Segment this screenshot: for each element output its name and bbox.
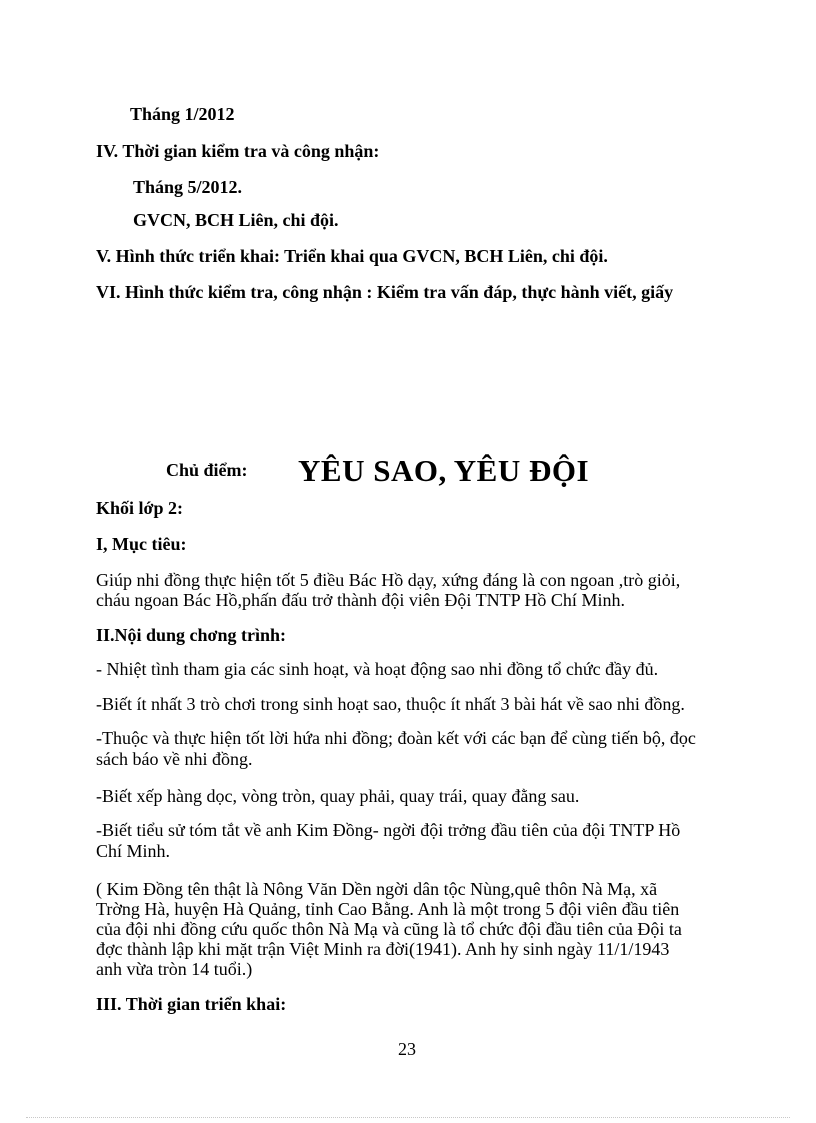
section-v: V. Hình thức triển khai: Triển khai qua GVCN, BCH Liên, chi đội. [96,246,608,266]
objectives-title: I, Mục tiêu: [96,534,187,554]
theme-label: Chủ điểm: [166,460,248,480]
note-line: Trờng Hà, huyện Hà Quảng, tỉnh Cao Bằng. Anh là một trong 5 đội viên đầu tiên [96,899,680,919]
month-start: Tháng 1/2012 [130,104,235,124]
theme-slogan: YÊU SAO, YÊU ĐỘI [298,453,590,488]
section-iv-title: IV. Thời gian kiểm tra và công nhận: [96,141,380,161]
program-item: -Biết tiểu sử tóm tắt về anh Kim Đồng- ngời đội trởng đầu tiên của đội TNTP Hồ [96,820,681,840]
section-vi: VI. Hình thức kiểm tra, công nhận : Kiểm tra vấn đáp, thực hành viết, giấy [96,282,674,302]
note-line: anh vừa tròn 14 tuổi.) [96,959,253,979]
program-item: -Biết ít nhất 3 trò chơi trong sinh hoạt sao, thuộc ít nhất 3 bài hát về sao nhi đồng. [96,694,685,714]
note-line: của đội nhi đồng cứu quốc thôn Nà Mạ và cũng là tổ chức đội đầu tiên của Đội ta [96,919,682,939]
program-item: -Thuộc và thực hiện tốt lời hứa nhi đồng; đoàn kết với các bạn để cùng tiến bộ, đọc [96,728,696,748]
month-check: Tháng 5/2012. [133,177,243,197]
grade-heading: Khối lớp 2: [96,498,183,518]
page-number: 23 [398,1039,416,1059]
section-iii-title: III. Thời gian triển khai: [96,994,287,1014]
objectives-line: Giúp nhi đồng thực hiện tốt 5 điều Bác Hồ dạy, xứng đáng là con ngoan ,trò giỏi, [96,570,681,590]
program-title: II.Nội dung chơng trình: [96,625,287,645]
note-line: đợc thành lập khi mặt trận Việt Minh ra đời(1941). Anh hy sinh ngày 11/1/1943 [96,939,670,959]
page-bottom-rule [26,1117,790,1118]
responsible-groups: GVCN, BCH Liên, chi đội. [133,210,339,230]
note-line: ( Kim Đồng tên thật là Nông Văn Dền ngời dân tộc Nùng,quê thôn Nà Mạ, xã [96,879,658,899]
program-item: -Biết xếp hàng dọc, vòng tròn, quay phải, quay trái, quay đằng sau. [96,786,580,806]
program-item: sách báo về nhi đồng. [96,749,253,769]
program-item: Chí Minh. [96,841,171,861]
program-item: - Nhiệt tình tham gia các sinh hoạt, và hoạt động sao nhi đồng tổ chức đầy đủ. [96,659,659,679]
objectives-line: cháu ngoan Bác Hồ,phấn đấu trở thành đội viên Đội TNTP Hồ Chí Minh. [96,590,625,610]
